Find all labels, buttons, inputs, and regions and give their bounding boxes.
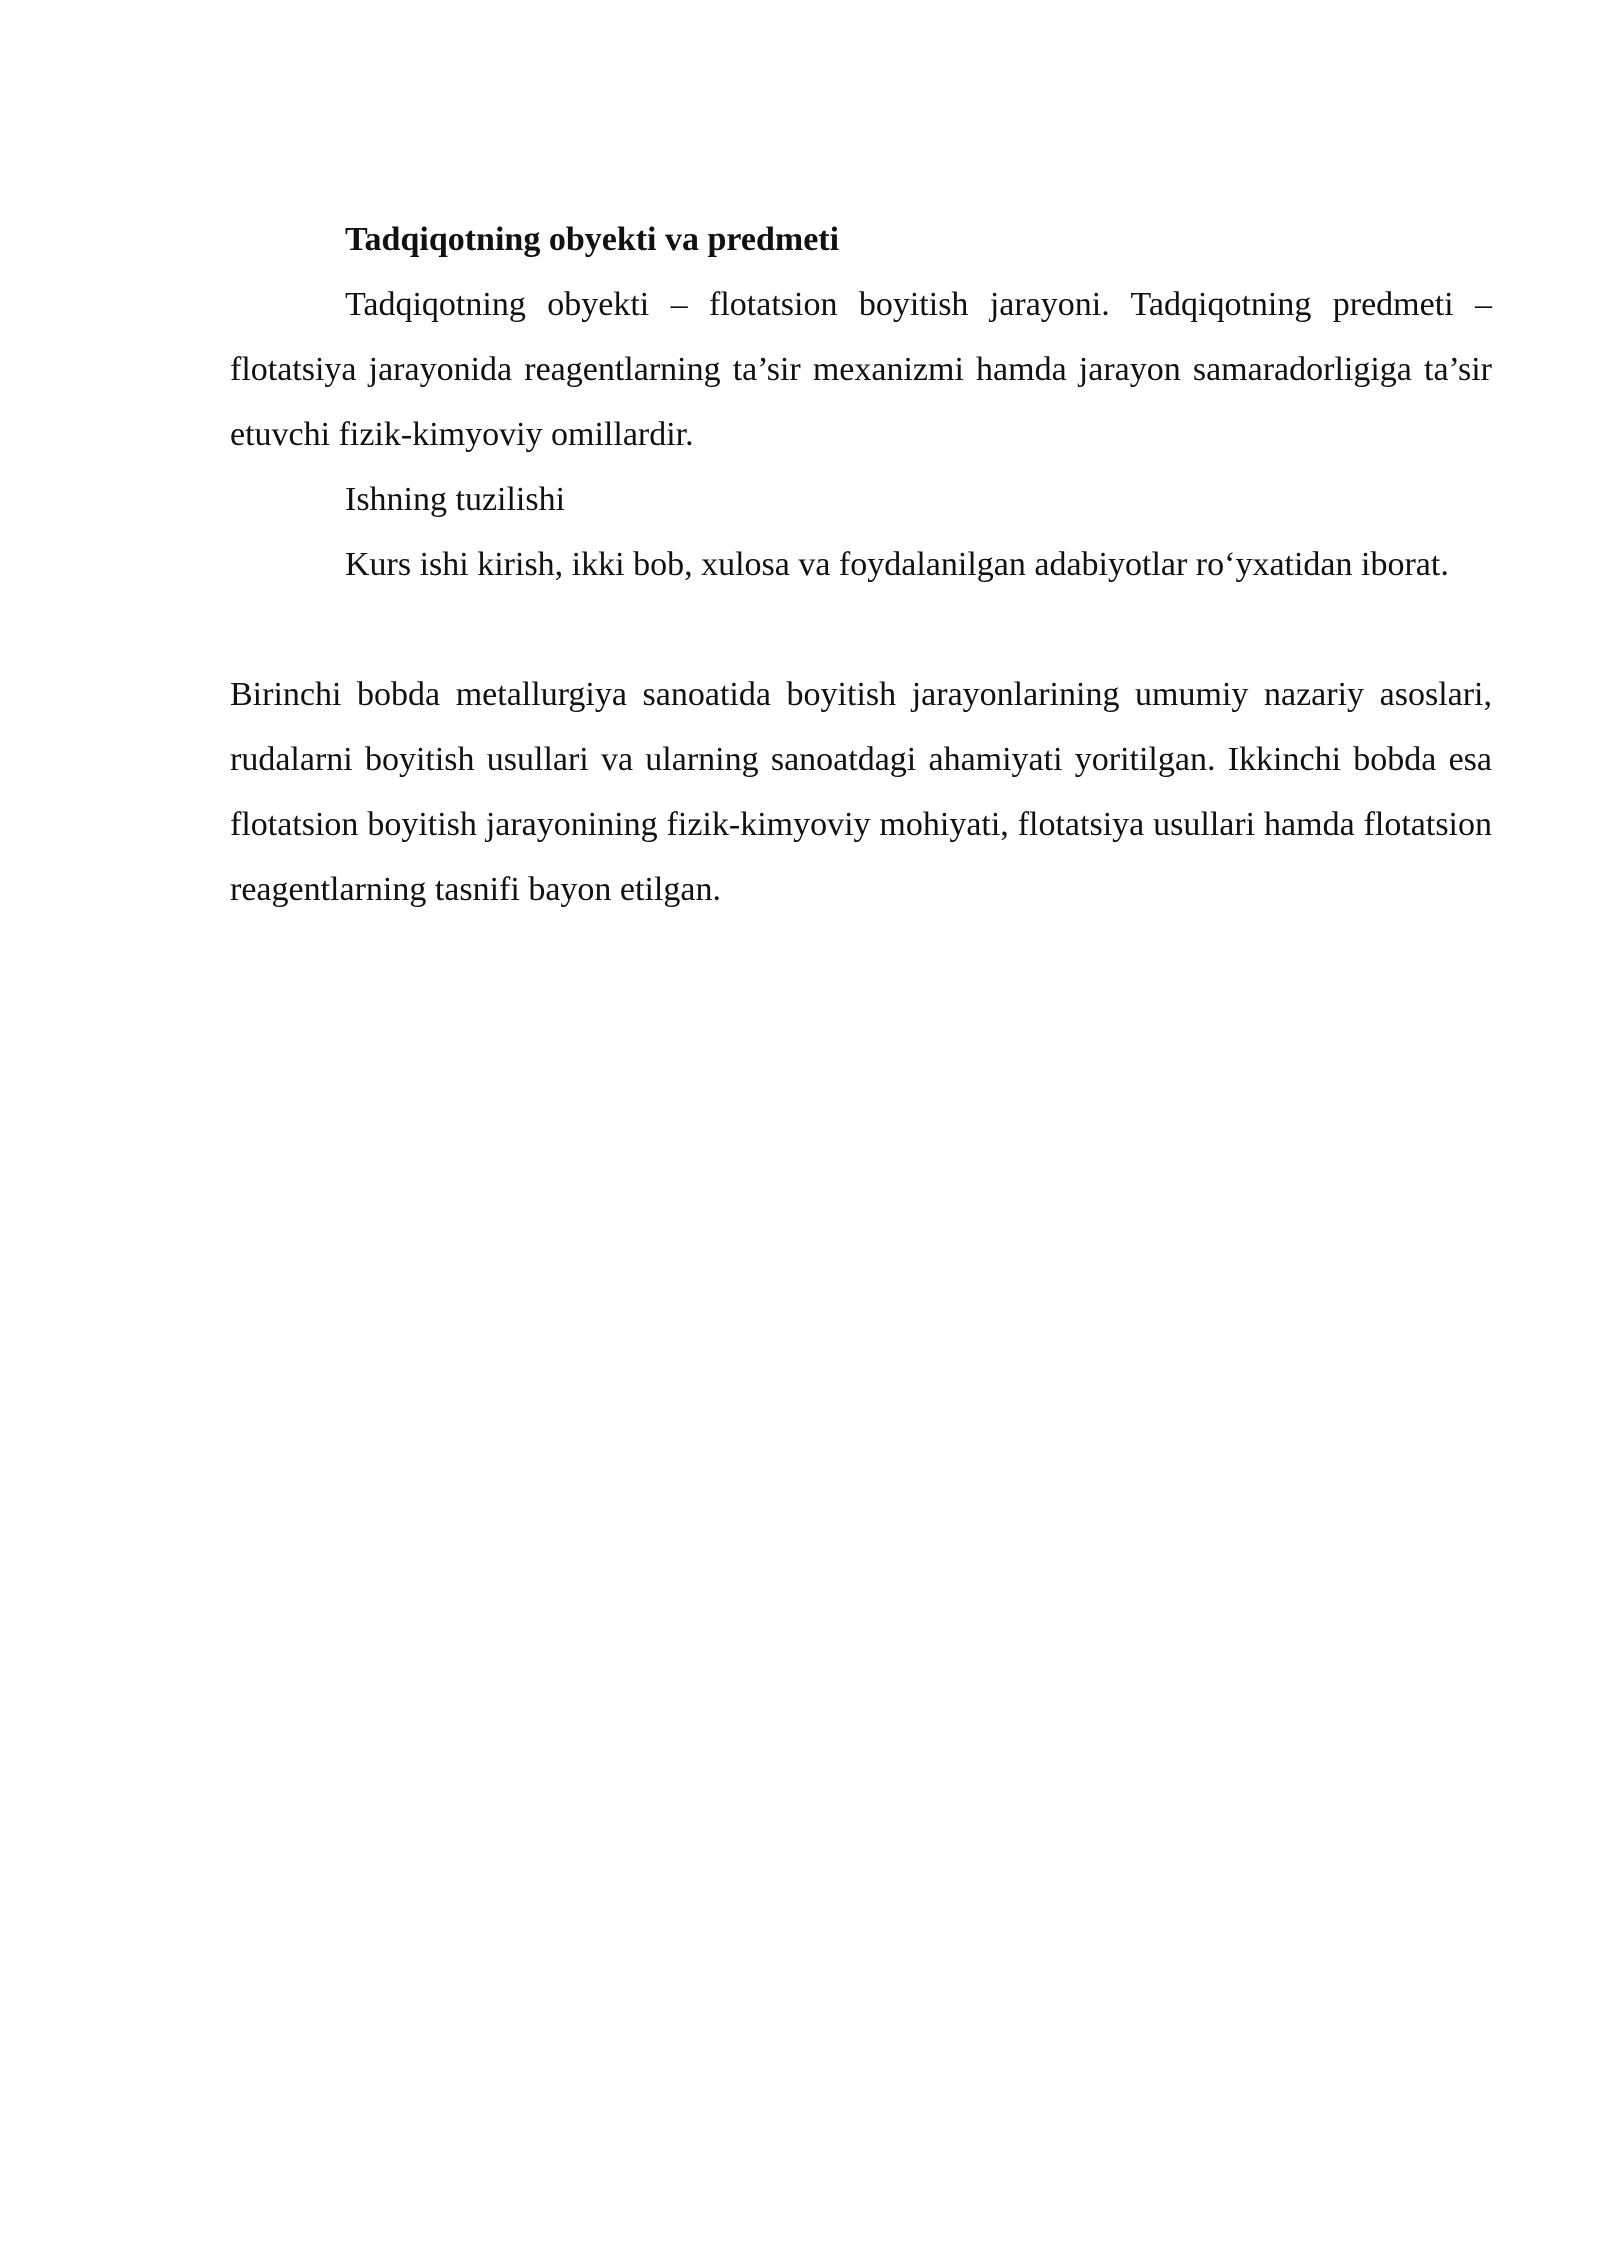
- structure-paragraph: Kurs ishi kirish, ikki bob, xulosa va foydalanilgan adabiyotlar ro‘yxatidan iborat.: [345, 546, 1449, 583]
- object-subject-paragraph: Tadqiqotning obyekti – flotatsion boyitish jarayoni. Tadqiqotning predmeti – flotatsiya jarayonida reagentlarning ta’sir mexanizmi hamda jarayon samaradorligiga ta’sir etuvchi fizik-kimyoviy omillardir.: [230, 286, 1492, 453]
- blank-line: [230, 597, 1492, 662]
- chapters-paragraph: Birinchi bobda metallurgiya sanoatida boyitish jarayonlarining umumiy nazariy asoslari, rudalarni boyitish usullari va ularning sanoatdagi ahamiyati yoritilgan. Ikkinchi bobda esa flotatsion boyitish jarayonining fizik-kimyoviy mohiyati, flotatsiya usullari hamda flotatsion reagentlarning tasnifi bayon etilgan.: [230, 676, 1492, 908]
- structure-title: Ishning tuzilishi: [345, 481, 566, 518]
- document-body: [230, 207, 1492, 922]
- section-heading: Tadqiqotning obyekti va predmeti: [345, 221, 840, 258]
